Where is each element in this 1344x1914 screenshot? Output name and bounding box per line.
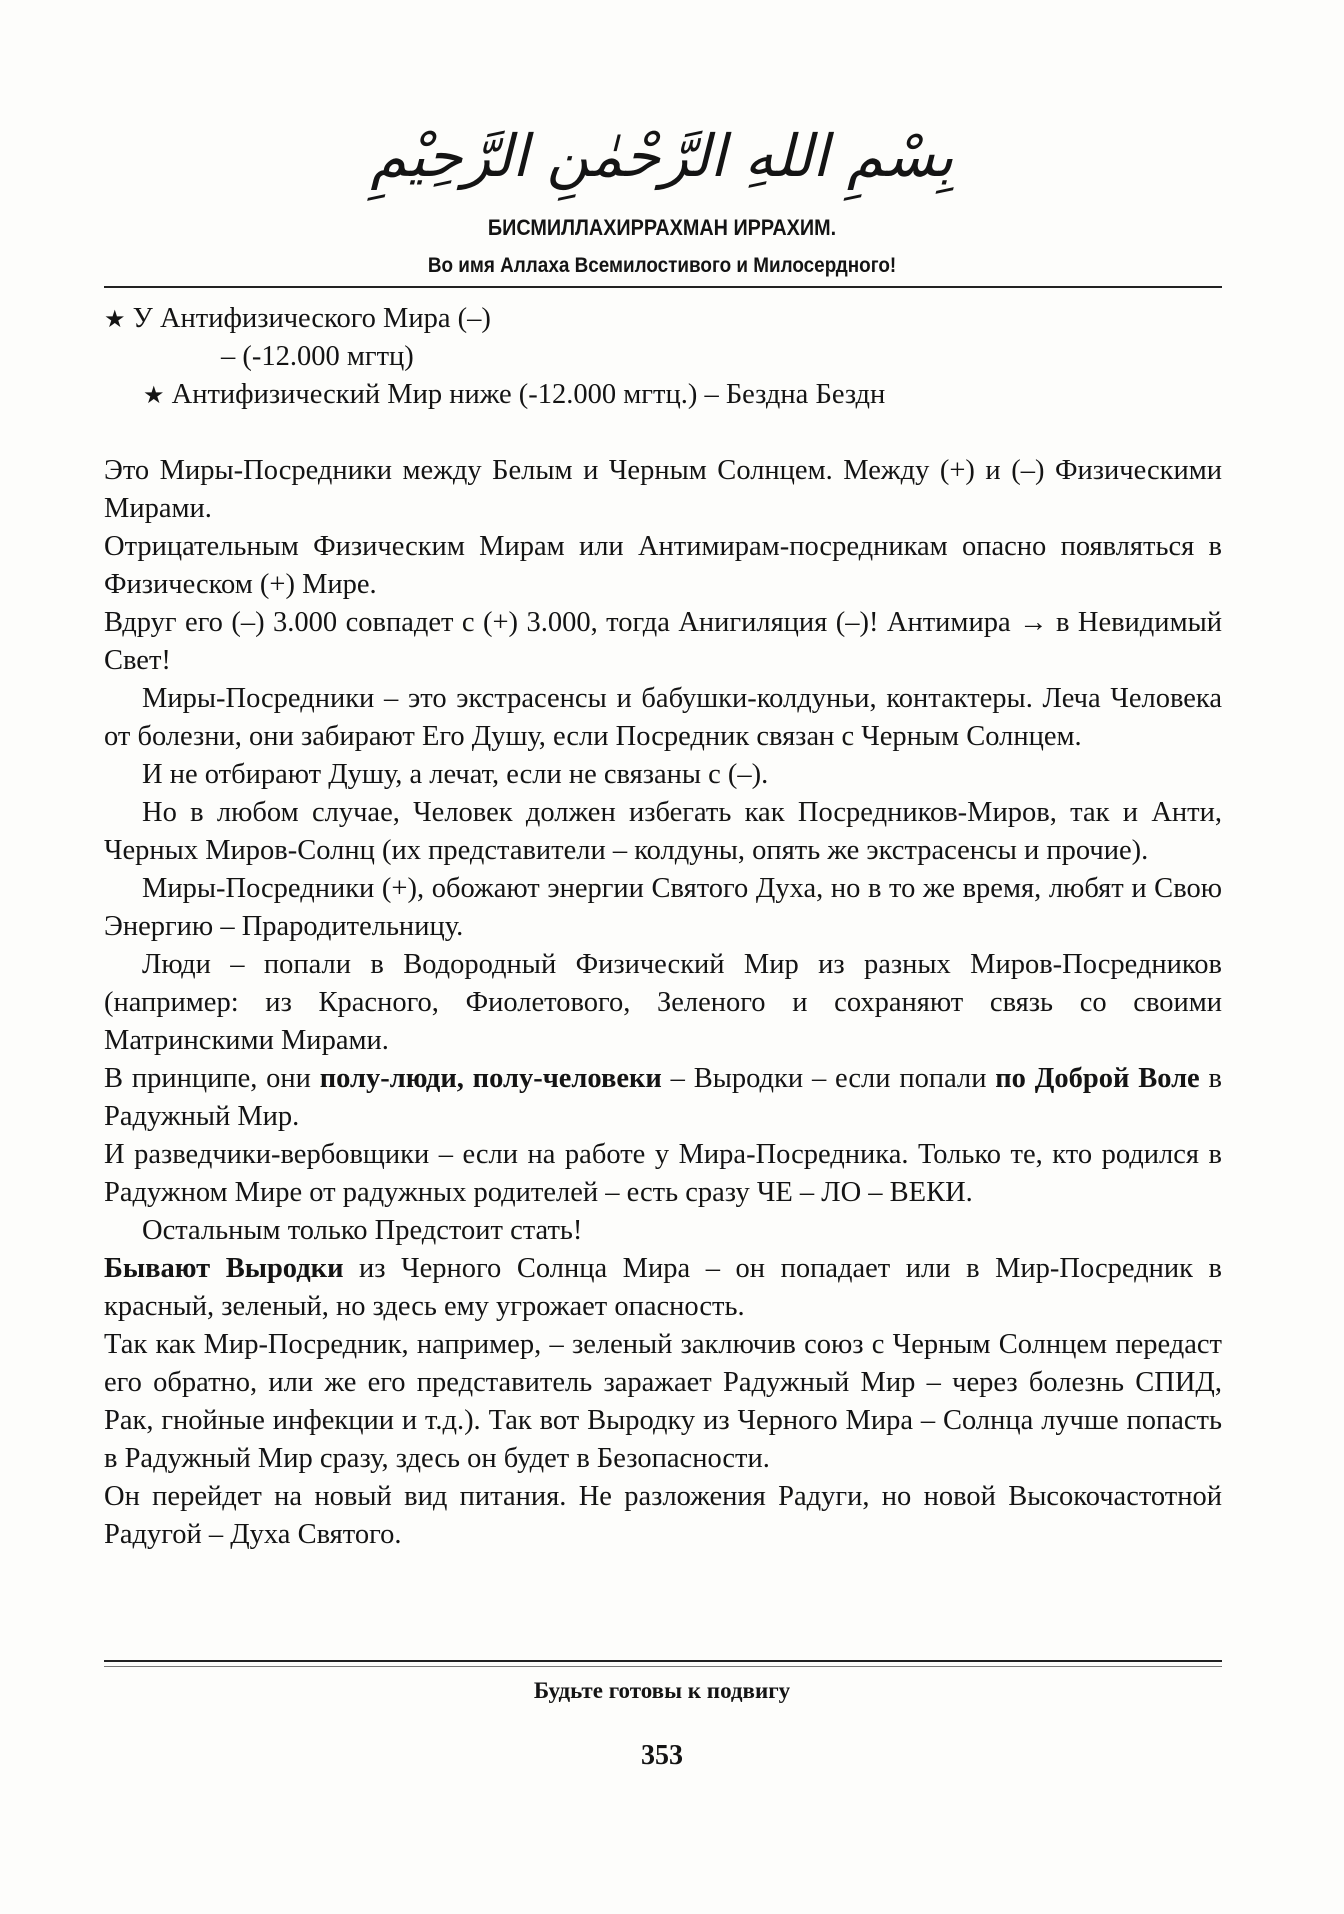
paragraph-text: в Радужный Мир.	[104, 1063, 1222, 1132]
paragraph: И разведчики-вербовщики – если на работе у Мира-Посредника. Только те, кто родился в Радужном Мире от радужных родителей – есть сразу ЧЕ – ЛО – ВЕКИ.	[104, 1139, 1222, 1208]
paragraph: Но в любом случае, Человек должен избегать как Посредников-Миров, так и Анти, Черных Миров-Солнц (их представители – колдуны, опять же экстрасенсы и прочие).	[104, 797, 1222, 866]
paragraph	[104, 1250, 1222, 1326]
page-header	[100, 108, 1224, 282]
page-number: 353	[641, 1740, 683, 1771]
paragraph: И не отбирают Душу, а лечат, если не связаны с (–).	[142, 759, 769, 790]
paragraph: Это Миры-Посредники между Белым и Черным Солнцем. Между (+) и (–) Физическими Мирами.	[104, 455, 1222, 524]
paragraph: Остальным только Предстоит стать!	[142, 1215, 583, 1246]
list-item	[104, 300, 1222, 338]
spacer	[104, 414, 1222, 452]
paragraph-text: – Выродки – если попали	[661, 1063, 996, 1094]
header-title: БИСМИЛЛАХИРРАХМАН ИРРАХИМ.	[487, 215, 837, 240]
list-item-text: У Антифизического Мира (–)	[132, 303, 491, 334]
bold-phrase: по Доброй Воле	[995, 1063, 1200, 1094]
paragraph-text: В принципе, они	[104, 1063, 320, 1094]
star-icon: ★	[143, 381, 165, 409]
footer-divider	[104, 1660, 1222, 1662]
paragraph: Люди – попали в Водородный Физический Мир из разных Миров-Посредников (например: из Красного, Фиолетового, Зеленого и сохраняют связь со своими Матринскими Мирами.	[104, 949, 1222, 1056]
page-body	[104, 300, 1222, 1554]
paragraph-text: из Черного Солнца Мира – он попадает или в Мир-Посредник в красный, зеленый, но здесь ему угрожает опасность.	[104, 1253, 1222, 1322]
header-subtitle: Во имя Аллаха Всемилостивого и Милосердного!	[427, 254, 897, 277]
footer-motto: Будьте готовы к подвигу	[533, 1678, 791, 1703]
paragraph: Миры-Посредники – это экстрасенсы и бабушки-колдуньи, контактеры. Леча Человека от болезни, они забирают Его Душу, если Посредник связан с Черным Солнцем.	[104, 683, 1222, 752]
basmala-calligraphy: بِسْمِ اللهِ الرَّحْمٰنِ الرَّحِيْمِ	[370, 122, 954, 190]
paragraph: Он перейдет на новый вид питания. Не разложения Радуги, но новой Высокочастотной Радугой – Духа Святого.	[104, 1481, 1222, 1550]
paragraph: Отрицательным Физическим Мирам или Антимирам-посредникам опасно появляться в Физическом (+) Мире.	[104, 531, 1222, 600]
list-item	[104, 376, 1222, 414]
bold-phrase: полу-люди, полу-человеки	[319, 1063, 662, 1094]
list-subitem: – (-12.000 мгтц)	[221, 341, 414, 372]
paragraph: Вдруг его (–) 3.000 совпадет с (+) 3.000, тогда Анигиляция (–)! Антимира → в Невидимый Свет!	[104, 607, 1222, 676]
bold-phrase: Бывают Выродки	[104, 1253, 344, 1284]
star-icon: ★	[104, 305, 126, 333]
footer-divider-thin	[104, 1666, 1222, 1667]
paragraph	[104, 1060, 1222, 1136]
paragraph: Миры-Посредники (+), обожают энергии Святого Духа, но в то же время, любят и Свою Энергию – Прародительницу.	[104, 873, 1222, 942]
list-item-text: Антифизический Мир ниже (-12.000 мгтц.) – Бездна Бездн	[171, 379, 886, 410]
header-divider	[104, 286, 1222, 288]
paragraph: Так как Мир-Посредник, например, – зеленый заключив союз с Черным Солнцем передаст его обратно, или же его представитель заражает Радужный Мир – через болезнь СПИД, Рак, гнойные инфекции и т.д.). Так вот Выродку из Черного Мира – Солнца лучше попасть в Радужный Мир сразу, здесь он будет в Безопасности.	[104, 1329, 1222, 1474]
